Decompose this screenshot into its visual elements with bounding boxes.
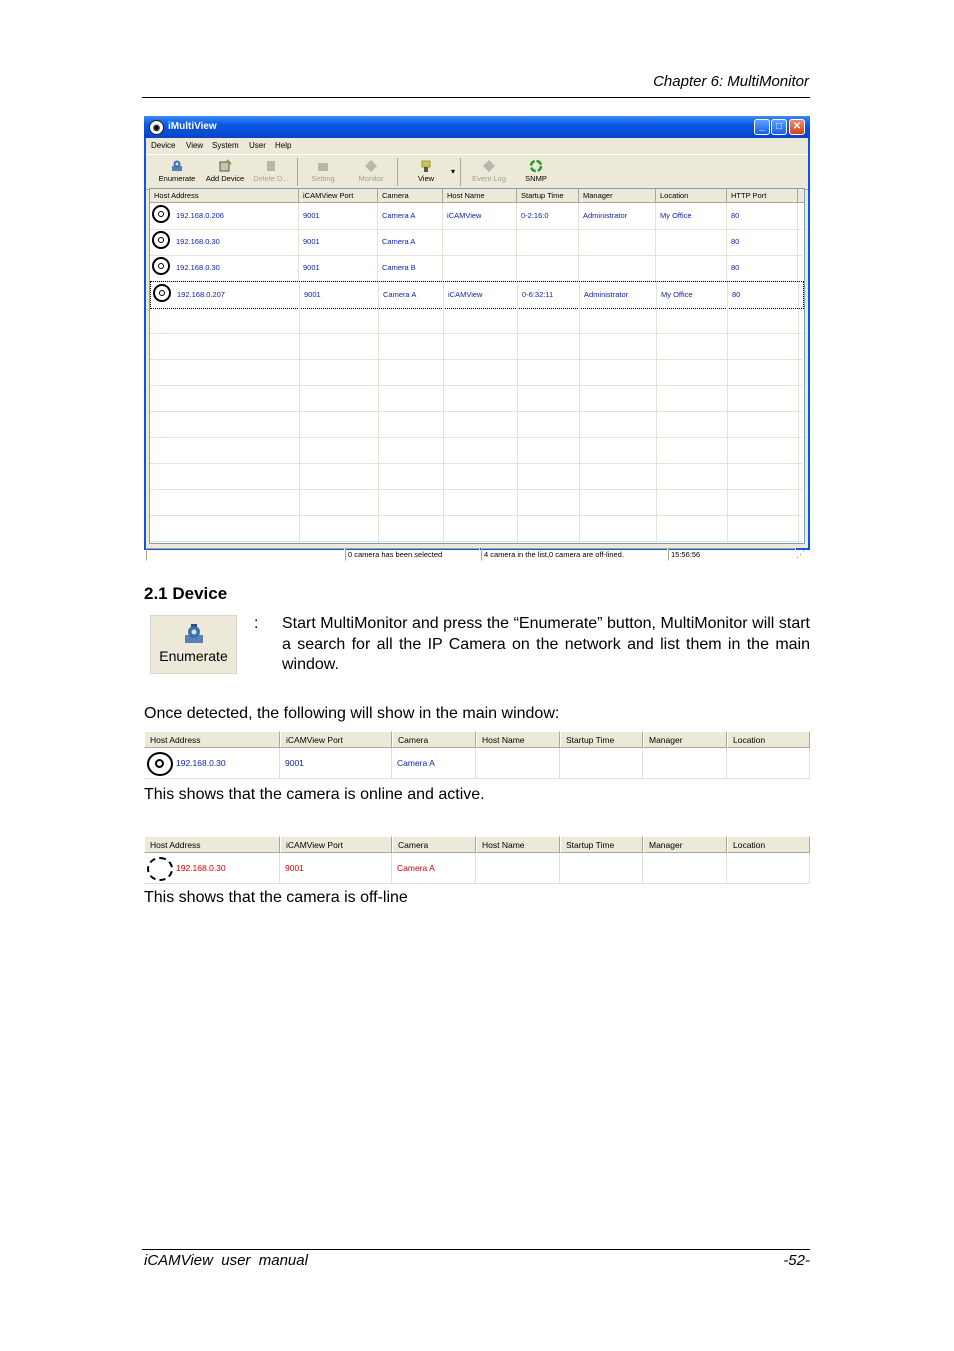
offline-example-table [144, 836, 810, 886]
cell-host-address: 192.168.0.30 [170, 255, 299, 281]
col-camera[interactable]: Camera [378, 189, 443, 203]
grid-line [727, 307, 728, 544]
grid-line [798, 307, 799, 544]
cell-port: 9001 [300, 282, 379, 308]
colon: : [254, 615, 259, 632]
page-number: -52- [783, 1252, 810, 1269]
cell-location [727, 853, 810, 884]
title-bar[interactable] [144, 116, 810, 138]
empty-row [150, 489, 802, 516]
menu-view[interactable]: View [186, 141, 204, 150]
status-camera-count: 4 camera in the list,0 camera are off-lined. [481, 548, 668, 561]
cell-host-name [476, 853, 560, 884]
status-pane-empty [146, 548, 345, 561]
cell-manager [579, 229, 656, 255]
cell-port: 9001 [299, 255, 378, 281]
cell-manager [643, 748, 727, 779]
cell-location [656, 229, 727, 255]
cell-port: 9001 [299, 203, 378, 229]
snmp-button[interactable] [516, 155, 556, 189]
close-button[interactable]: ✕ [789, 119, 805, 135]
window-title: iMultiView [168, 121, 217, 132]
col-icamview-port: iCAMView Port [280, 836, 392, 853]
col-camera: Camera [392, 836, 476, 853]
window-client [146, 138, 808, 559]
camera-online-icon [152, 257, 170, 275]
cell-host-name [443, 229, 517, 255]
col-host-name[interactable]: Host Name [443, 189, 517, 203]
menu-system[interactable]: System [212, 141, 239, 150]
snmp-label: SNMP [525, 174, 547, 183]
cell-port: 9001 [280, 853, 392, 884]
col-icamview-port[interactable]: iCAMView Port [299, 189, 378, 203]
cell-host-address: 192.168.0.30 [144, 748, 280, 779]
col-startup-time: Startup Time [560, 731, 643, 748]
enumerate-label: Enumerate [158, 174, 196, 183]
setting-label: Setting [311, 174, 335, 183]
empty-row [150, 333, 802, 360]
snmp-icon [529, 159, 543, 173]
cell-startup-time [560, 853, 643, 884]
camera-online-icon [153, 284, 171, 302]
detected-intro: Once detected, the following will show in the main window: [144, 705, 560, 722]
enumerate-icon [182, 624, 206, 646]
col-manager: Manager [643, 731, 727, 748]
footer-rule [142, 1249, 810, 1250]
grid-line [299, 307, 300, 544]
col-location[interactable]: Location [656, 189, 727, 203]
online-caption: This shows that the camera is online and active. [144, 786, 485, 803]
cell-host-address: 192.168.0.206 [170, 203, 299, 229]
cell-camera: Camera A [378, 203, 443, 229]
menu-help[interactable]: Help [275, 141, 292, 150]
camera-list[interactable] [149, 188, 805, 544]
status-clock: 15:56:56 [668, 548, 796, 561]
table-row[interactable] [150, 203, 802, 230]
enumerate-icon [170, 159, 184, 173]
enumerate-button[interactable] [154, 155, 200, 189]
empty-row [150, 515, 802, 542]
cell-startup-time: 0-2:16:0 [517, 203, 579, 229]
setting-icon [316, 159, 330, 173]
cell-location: My Office [657, 282, 728, 308]
cell-location [727, 748, 810, 779]
grid-line [443, 307, 444, 544]
status-bar [146, 548, 808, 562]
header-rule [142, 97, 810, 98]
online-example-table [144, 731, 810, 781]
cell-host-address: 192.168.0.30 [144, 853, 280, 884]
col-manager[interactable]: Manager [579, 189, 656, 203]
camera-online-icon [152, 231, 170, 249]
cell-port: 9001 [280, 748, 392, 779]
monitor-button[interactable] [351, 155, 391, 189]
grid-line [378, 307, 379, 544]
col-host-address: Host Address [144, 836, 280, 853]
cell-manager: Administrator [580, 282, 657, 308]
empty-row [150, 411, 802, 438]
cell-location: My Office [656, 203, 727, 229]
chapter-header: Chapter 6: MultiMonitor [653, 73, 809, 90]
cell-camera: Camera B [378, 255, 443, 281]
cell-camera: Camera A [392, 748, 476, 779]
col-host-name: Host Name [476, 836, 560, 853]
maximize-button[interactable]: □ [771, 119, 787, 135]
cell-camera: Camera A [379, 282, 444, 308]
cell-host-name: iCAMView [443, 203, 517, 229]
col-icamview-port: iCAMView Port [280, 731, 392, 748]
event-log-label: Event Log [472, 174, 506, 183]
col-host-name: Host Name [476, 731, 560, 748]
cell-startup-time [517, 255, 579, 281]
cell-host-name [443, 255, 517, 281]
delete-device-button[interactable] [249, 155, 293, 189]
toolbar-separator [297, 158, 298, 186]
cell-camera: Camera A [378, 229, 443, 255]
cell-http-port: 80 [728, 282, 799, 308]
cell-startup-time [517, 229, 579, 255]
menu-user[interactable]: User [249, 141, 266, 150]
col-location: Location [727, 836, 810, 853]
grid-line [517, 307, 518, 544]
toolbar-separator [397, 158, 398, 186]
cell-startup-time: 0-6:32:11 [518, 282, 580, 308]
cell-host-address: 192.168.0.207 [171, 282, 300, 308]
empty-row [150, 359, 802, 386]
col-startup-time[interactable]: Startup Time [517, 189, 579, 203]
table-row[interactable] [150, 281, 804, 309]
cell-host-address: 192.168.0.30 [170, 229, 299, 255]
cell-port: 9001 [299, 229, 378, 255]
menu-bar [146, 139, 808, 153]
app-logo-icon: ◉ [149, 120, 164, 135]
table-row[interactable] [150, 255, 802, 282]
minimize-button[interactable]: _ [754, 119, 770, 135]
cell-host-name [476, 748, 560, 779]
cell-camera: Camera A [392, 853, 476, 884]
add-device-icon [218, 159, 232, 173]
offline-caption: This shows that the camera is off-line [144, 889, 408, 906]
delete-device-label: Delete D... [253, 174, 289, 183]
resize-grip-icon[interactable]: ⋰ [796, 549, 805, 559]
monitor-icon [364, 159, 378, 173]
col-startup-time: Startup Time [560, 836, 643, 853]
cell-manager: Administrator [579, 203, 656, 229]
add-device-label: Add Device [205, 174, 245, 183]
grid-line [579, 307, 580, 544]
view-button[interactable] [406, 155, 446, 189]
cell-host-name: iCAMView [444, 282, 518, 308]
toolbar-separator [460, 158, 461, 186]
section-title: 2.1 Device [144, 584, 228, 603]
cell-http-port: 80 [727, 255, 798, 281]
event-log-icon [482, 159, 496, 173]
cell-startup-time [560, 748, 643, 779]
col-host-address[interactable]: Host Address [150, 189, 299, 203]
empty-row [150, 463, 802, 490]
col-location: Location [727, 731, 810, 748]
status-selected: 0 camera has been selected [345, 548, 480, 561]
enumerate-description: Start MultiMonitor and press the “Enumerate” button, MultiMonitor will start a search for all the IP Camera on the network and list them in the main window. [282, 615, 810, 673]
col-filler [798, 189, 805, 203]
col-camera: Camera [392, 731, 476, 748]
imultiview-window [144, 116, 810, 559]
delete-device-icon [264, 159, 278, 173]
cell-http-port: 80 [727, 203, 798, 229]
enumerate-label: Enumerate [159, 648, 228, 664]
empty-row [150, 437, 802, 464]
cell-manager [643, 853, 727, 884]
cell-http-port: 80 [727, 229, 798, 255]
camera-online-icon [152, 205, 170, 223]
setting-button[interactable] [303, 155, 343, 189]
view-icon [419, 159, 433, 173]
footer-manual-title: iCAMView user manual [144, 1252, 308, 1269]
menu-device[interactable]: Device [151, 141, 176, 150]
event-log-button[interactable] [466, 155, 512, 189]
grid-line [656, 307, 657, 544]
empty-row [150, 385, 802, 412]
add-device-button[interactable] [202, 155, 248, 189]
col-manager: Manager [643, 836, 727, 853]
toolbar [146, 154, 808, 190]
cell-location [656, 255, 727, 281]
enumerate-button-image [150, 615, 237, 674]
empty-row [150, 307, 802, 334]
view-dropdown-icon[interactable]: ▾ [450, 167, 455, 176]
col-host-address: Host Address [144, 731, 280, 748]
cell-manager [579, 255, 656, 281]
col-http-port[interactable]: HTTP Port [727, 189, 798, 203]
monitor-label: Monitor [358, 174, 384, 183]
table-row[interactable] [150, 229, 802, 256]
view-label: View [417, 174, 435, 183]
